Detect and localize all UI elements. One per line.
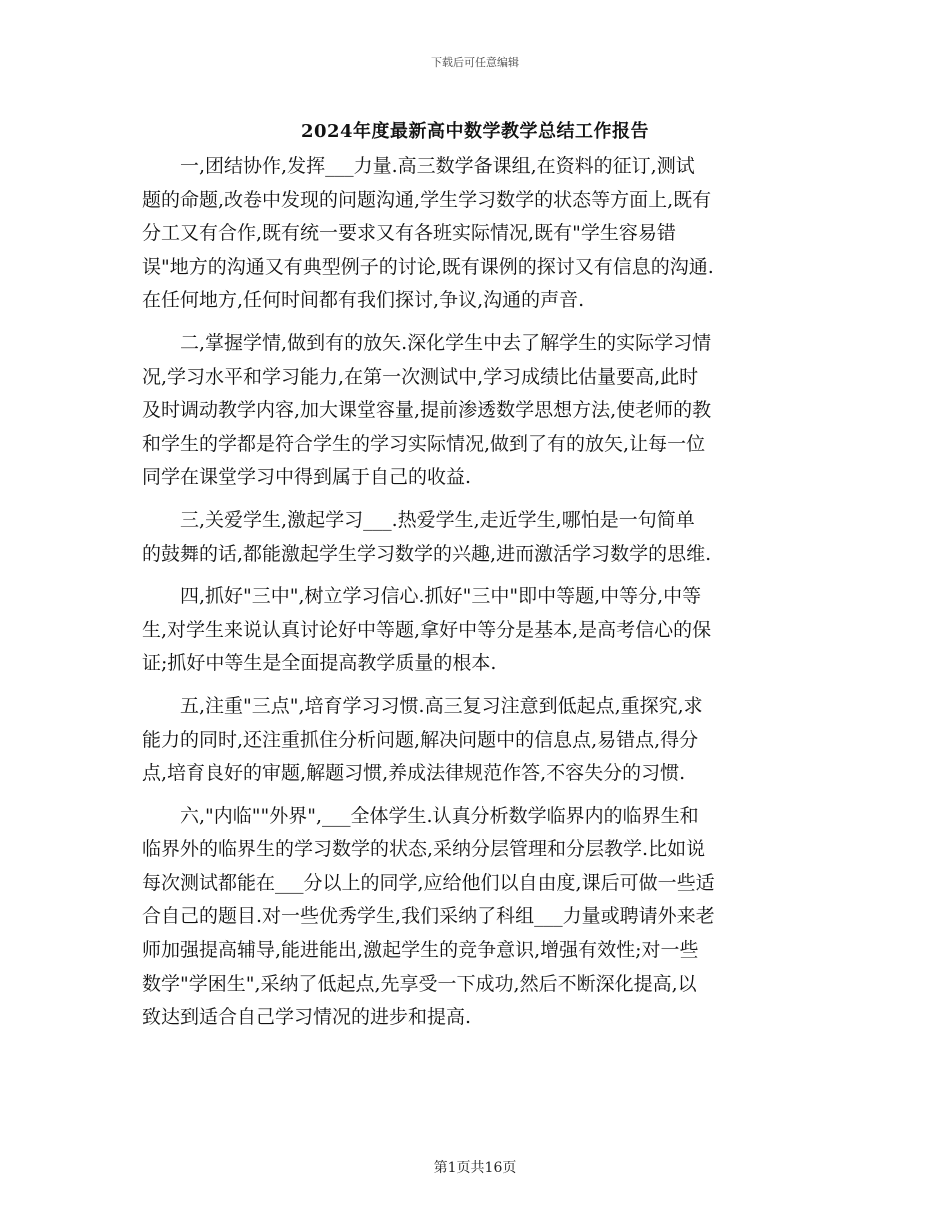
- text-line: 每次测试都能在___分以上的同学,应给他们以自由度,课后可做一些适: [142, 871, 715, 894]
- text-line: 在任何地方,任何时间都有我们探讨,争议,沟通的声音.: [142, 289, 585, 312]
- text-line: 及时调动教学内容,加大课堂容量,提前渗透数学思想方法,使老师的教: [142, 399, 712, 422]
- text-line: 和学生的学都是符合学生的学习实际情况,做到了有的放矢,让每一位: [142, 432, 706, 455]
- paragraph-6: [142, 800, 810, 1035]
- text-line: 五,注重"三点",培育学习习惯.高三复习注意到低起点,重探究,求: [142, 694, 703, 717]
- text-line: 生,对学生来说认真讨论好中等题,拿好中等分是基本,是高考信心的保: [142, 618, 712, 641]
- text-line: 四,抓好"三中",树立学习信心.抓好"三中"即中等题,中等分,中等: [142, 585, 702, 608]
- text-line: 数学"学困生",采纳了低起点,先享受一下成功,然后不断深化提高,以: [142, 972, 697, 995]
- text-line: 点,培育良好的审题,解题习惯,养成法律规范作答,不容失分的习惯.: [142, 762, 686, 785]
- paragraph-1: [142, 150, 810, 318]
- paragraph-2: [142, 327, 810, 495]
- text-line: 况,学习水平和学习能力,在第一次测试中,学习成绩比估量要高,此时: [142, 365, 699, 388]
- text-line: 一,团结协作,发挥___力量.高三数学备课组,在资料的征订,测试: [142, 155, 695, 177]
- text-line: 能力的同时,还注重抓住分析问题,解决问题中的信息点,易错点,得分: [142, 728, 699, 751]
- paragraph-4: [142, 580, 810, 681]
- text-line: 题的命题,改卷中发现的问题沟通,学生学习数学的状态等方面上,既有: [142, 188, 712, 211]
- text-line: 师加强提高辅导,能进能出,激起学生的竞争意识,增强有效性;对一些: [142, 939, 699, 962]
- text-line: 六,"内临""外界",___全体学生.认真分析数学临界内的临界生和: [142, 804, 699, 827]
- text-line: 分工又有合作,既有统一要求又有各班实际情况,既有"学生容易错: [142, 222, 676, 245]
- text-line: 合自己的题目.对一些优秀学生,我们采纳了科组___力量或聘请外来老: [142, 905, 715, 928]
- text-line: 的鼓舞的话,都能激起学生学习数学的兴趣,进而激活学习数学的思维.: [142, 542, 712, 565]
- header-note: 下载后可任意编辑: [431, 56, 519, 69]
- document-title: 2024年度最新高中数学教学总结工作报告: [300, 121, 650, 142]
- paragraph-5: [142, 690, 810, 791]
- text-line: 同学在课堂学习中得到属于自己的收益.: [142, 466, 472, 489]
- text-line: 临界外的临界生的学习数学的状态,采纳分层管理和分层教学.比如说: [142, 838, 706, 861]
- text-line: 致达到适合自己学习情况的进步和提高.: [142, 1006, 472, 1029]
- page-number: 第1页共16页: [433, 1160, 517, 1176]
- text-line: 二,掌握学情,做到有的放矢.深化学生中去了解学生的实际学习情: [142, 331, 712, 354]
- text-line: 三,关爱学生,激起学习___.热爱学生,走近学生,哪怕是一句简单: [142, 508, 695, 531]
- text-line: 误"地方的沟通又有典型例子的讨论,既有课例的探讨又有信息的沟通.: [142, 255, 714, 278]
- text-line: 证;抓好中等生是全面提高教学质量的根本.: [142, 652, 497, 675]
- document-body: [142, 150, 810, 1044]
- paragraph-3: [142, 504, 810, 571]
